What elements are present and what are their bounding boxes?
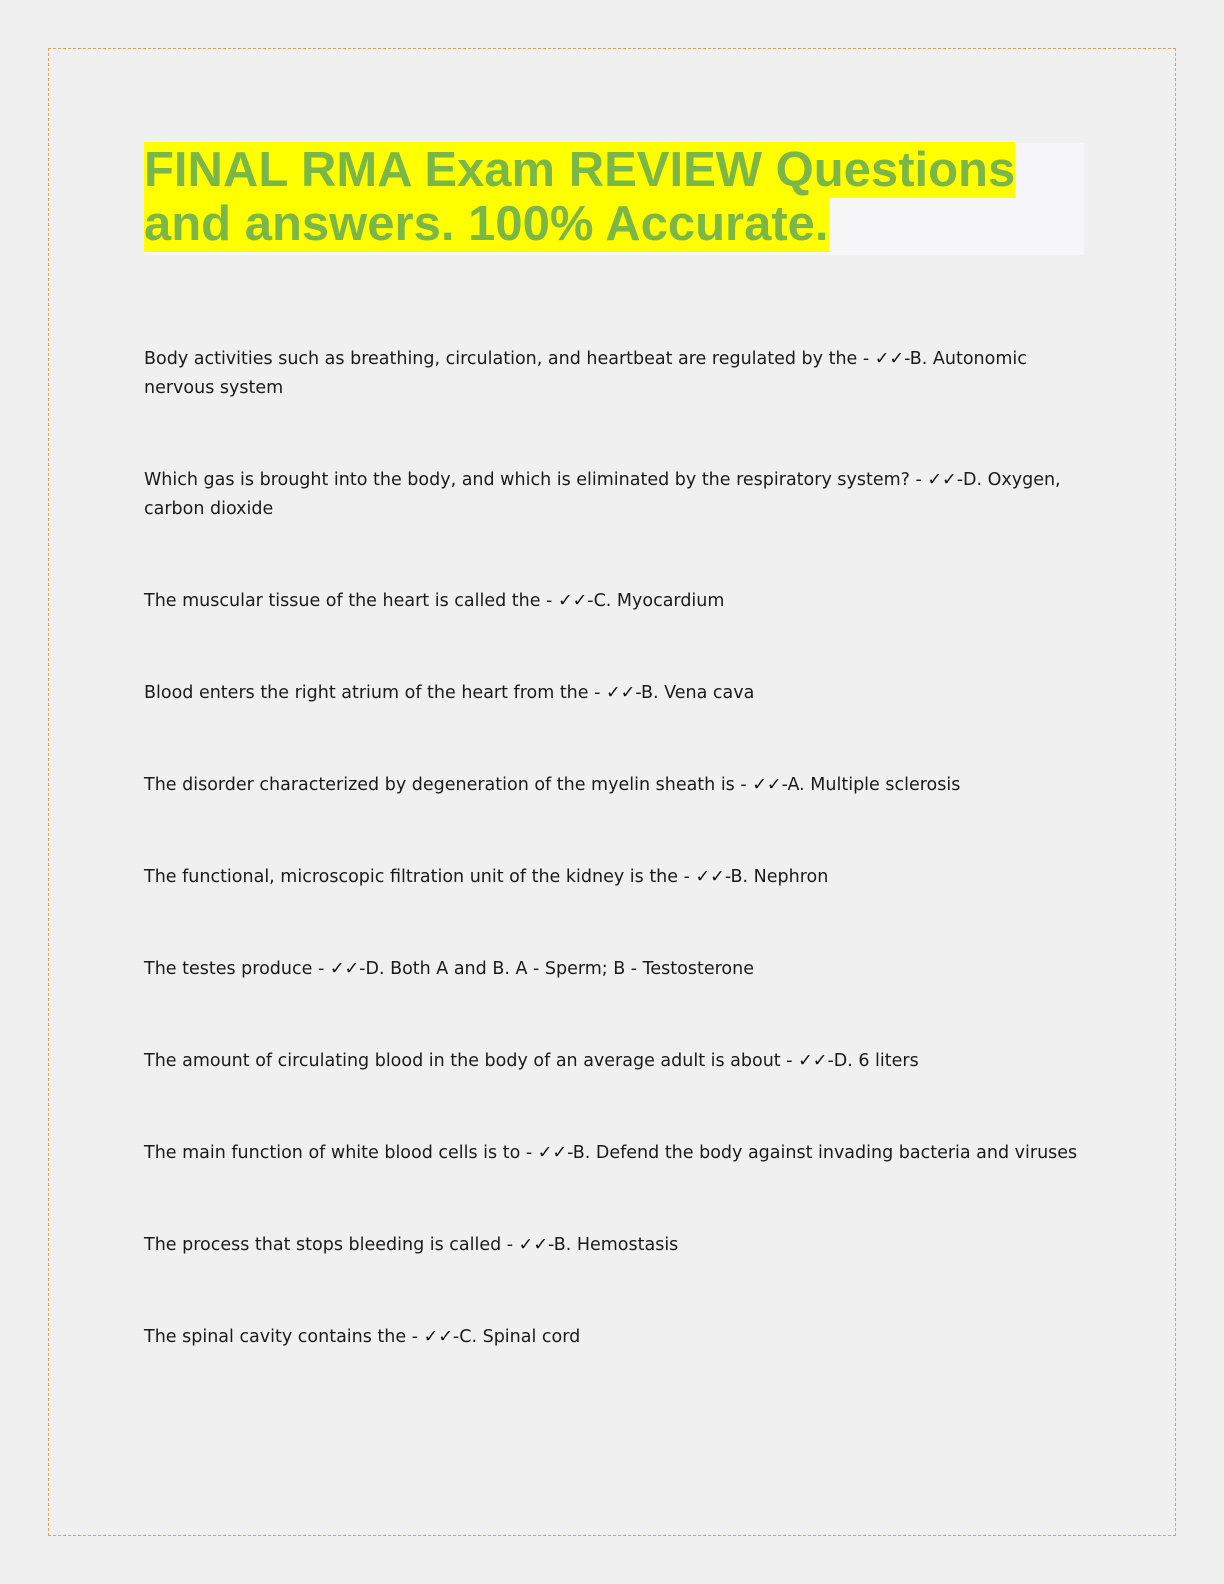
qa-list (144, 345, 1084, 1352)
answer-text: -D. Both A and B. A - Sperm; B - Testosterone (359, 959, 754, 979)
answer-text: -D. 6 liters (827, 1051, 919, 1071)
double-check-icon: ✓✓ (557, 591, 588, 611)
answer-text: -C. Myocardium (587, 591, 725, 611)
question-text: Blood enters the right atrium of the heart from the - (144, 683, 606, 703)
double-check-icon: ✓✓ (329, 959, 360, 979)
qa-item (144, 679, 1084, 708)
answer-text: -B. Defend the body against invading bacteria and viruses (567, 1143, 1078, 1163)
qa-item (144, 1231, 1084, 1260)
qa-item (144, 587, 1084, 616)
question-text: The functional, microscopic filtration unit of the kidney is the - (144, 867, 696, 887)
double-check-icon: ✓✓ (605, 683, 636, 703)
qa-item (144, 1047, 1084, 1076)
double-check-icon: ✓✓ (537, 1143, 568, 1163)
qa-item (144, 771, 1084, 800)
answer-text: -A. Multiple sclerosis (781, 775, 961, 795)
question-text: The spinal cavity contains the - (144, 1327, 424, 1347)
document-title-text: FINAL RMA Exam REVIEW Questions and answers. 100% Accurate. (144, 143, 1016, 251)
question-text: The main function of white blood cells is to - (144, 1143, 538, 1163)
question-text: The process that stops bleeding is called - (144, 1235, 519, 1255)
answer-text: -C. Spinal cord (452, 1327, 581, 1347)
question-text: The muscular tissue of the heart is called the - (144, 591, 558, 611)
double-check-icon: ✓✓ (695, 867, 725, 887)
double-check-icon: ✓✓ (798, 1051, 828, 1071)
qa-item (144, 1139, 1084, 1168)
answer-text: -D. Oxygen, carbon dioxide (144, 470, 1061, 519)
answer-text: -B. Hemostasis (548, 1235, 679, 1255)
answer-text: -B. Vena cava (635, 683, 755, 703)
question-text: Which gas is brought into the body, and which is eliminated by the respiratory system? - (144, 470, 928, 490)
qa-item (144, 955, 1084, 984)
question-text: The disorder characterized by degeneration of the myelin sheath is - (144, 775, 753, 795)
qa-item (144, 1323, 1084, 1352)
double-check-icon: ✓✓ (518, 1235, 548, 1255)
double-check-icon: ✓✓ (874, 349, 905, 369)
answer-text: -B. Nephron (724, 867, 829, 887)
qa-item (144, 345, 1084, 403)
qa-item (144, 863, 1084, 892)
question-text: The amount of circulating blood in the body of an average adult is about - (144, 1051, 799, 1071)
qa-item (144, 466, 1084, 524)
double-check-icon: ✓✓ (423, 1327, 453, 1347)
document-title (144, 143, 1084, 251)
double-check-icon: ✓✓ (927, 470, 957, 490)
question-text: Body activities such as breathing, circulation, and heartbeat are regulated by the - (144, 349, 875, 369)
answer-text: -B. Autonomic nervous system (144, 349, 1027, 398)
title-block (144, 143, 1084, 255)
double-check-icon: ✓✓ (752, 775, 782, 795)
question-text: The testes produce - (144, 959, 330, 979)
